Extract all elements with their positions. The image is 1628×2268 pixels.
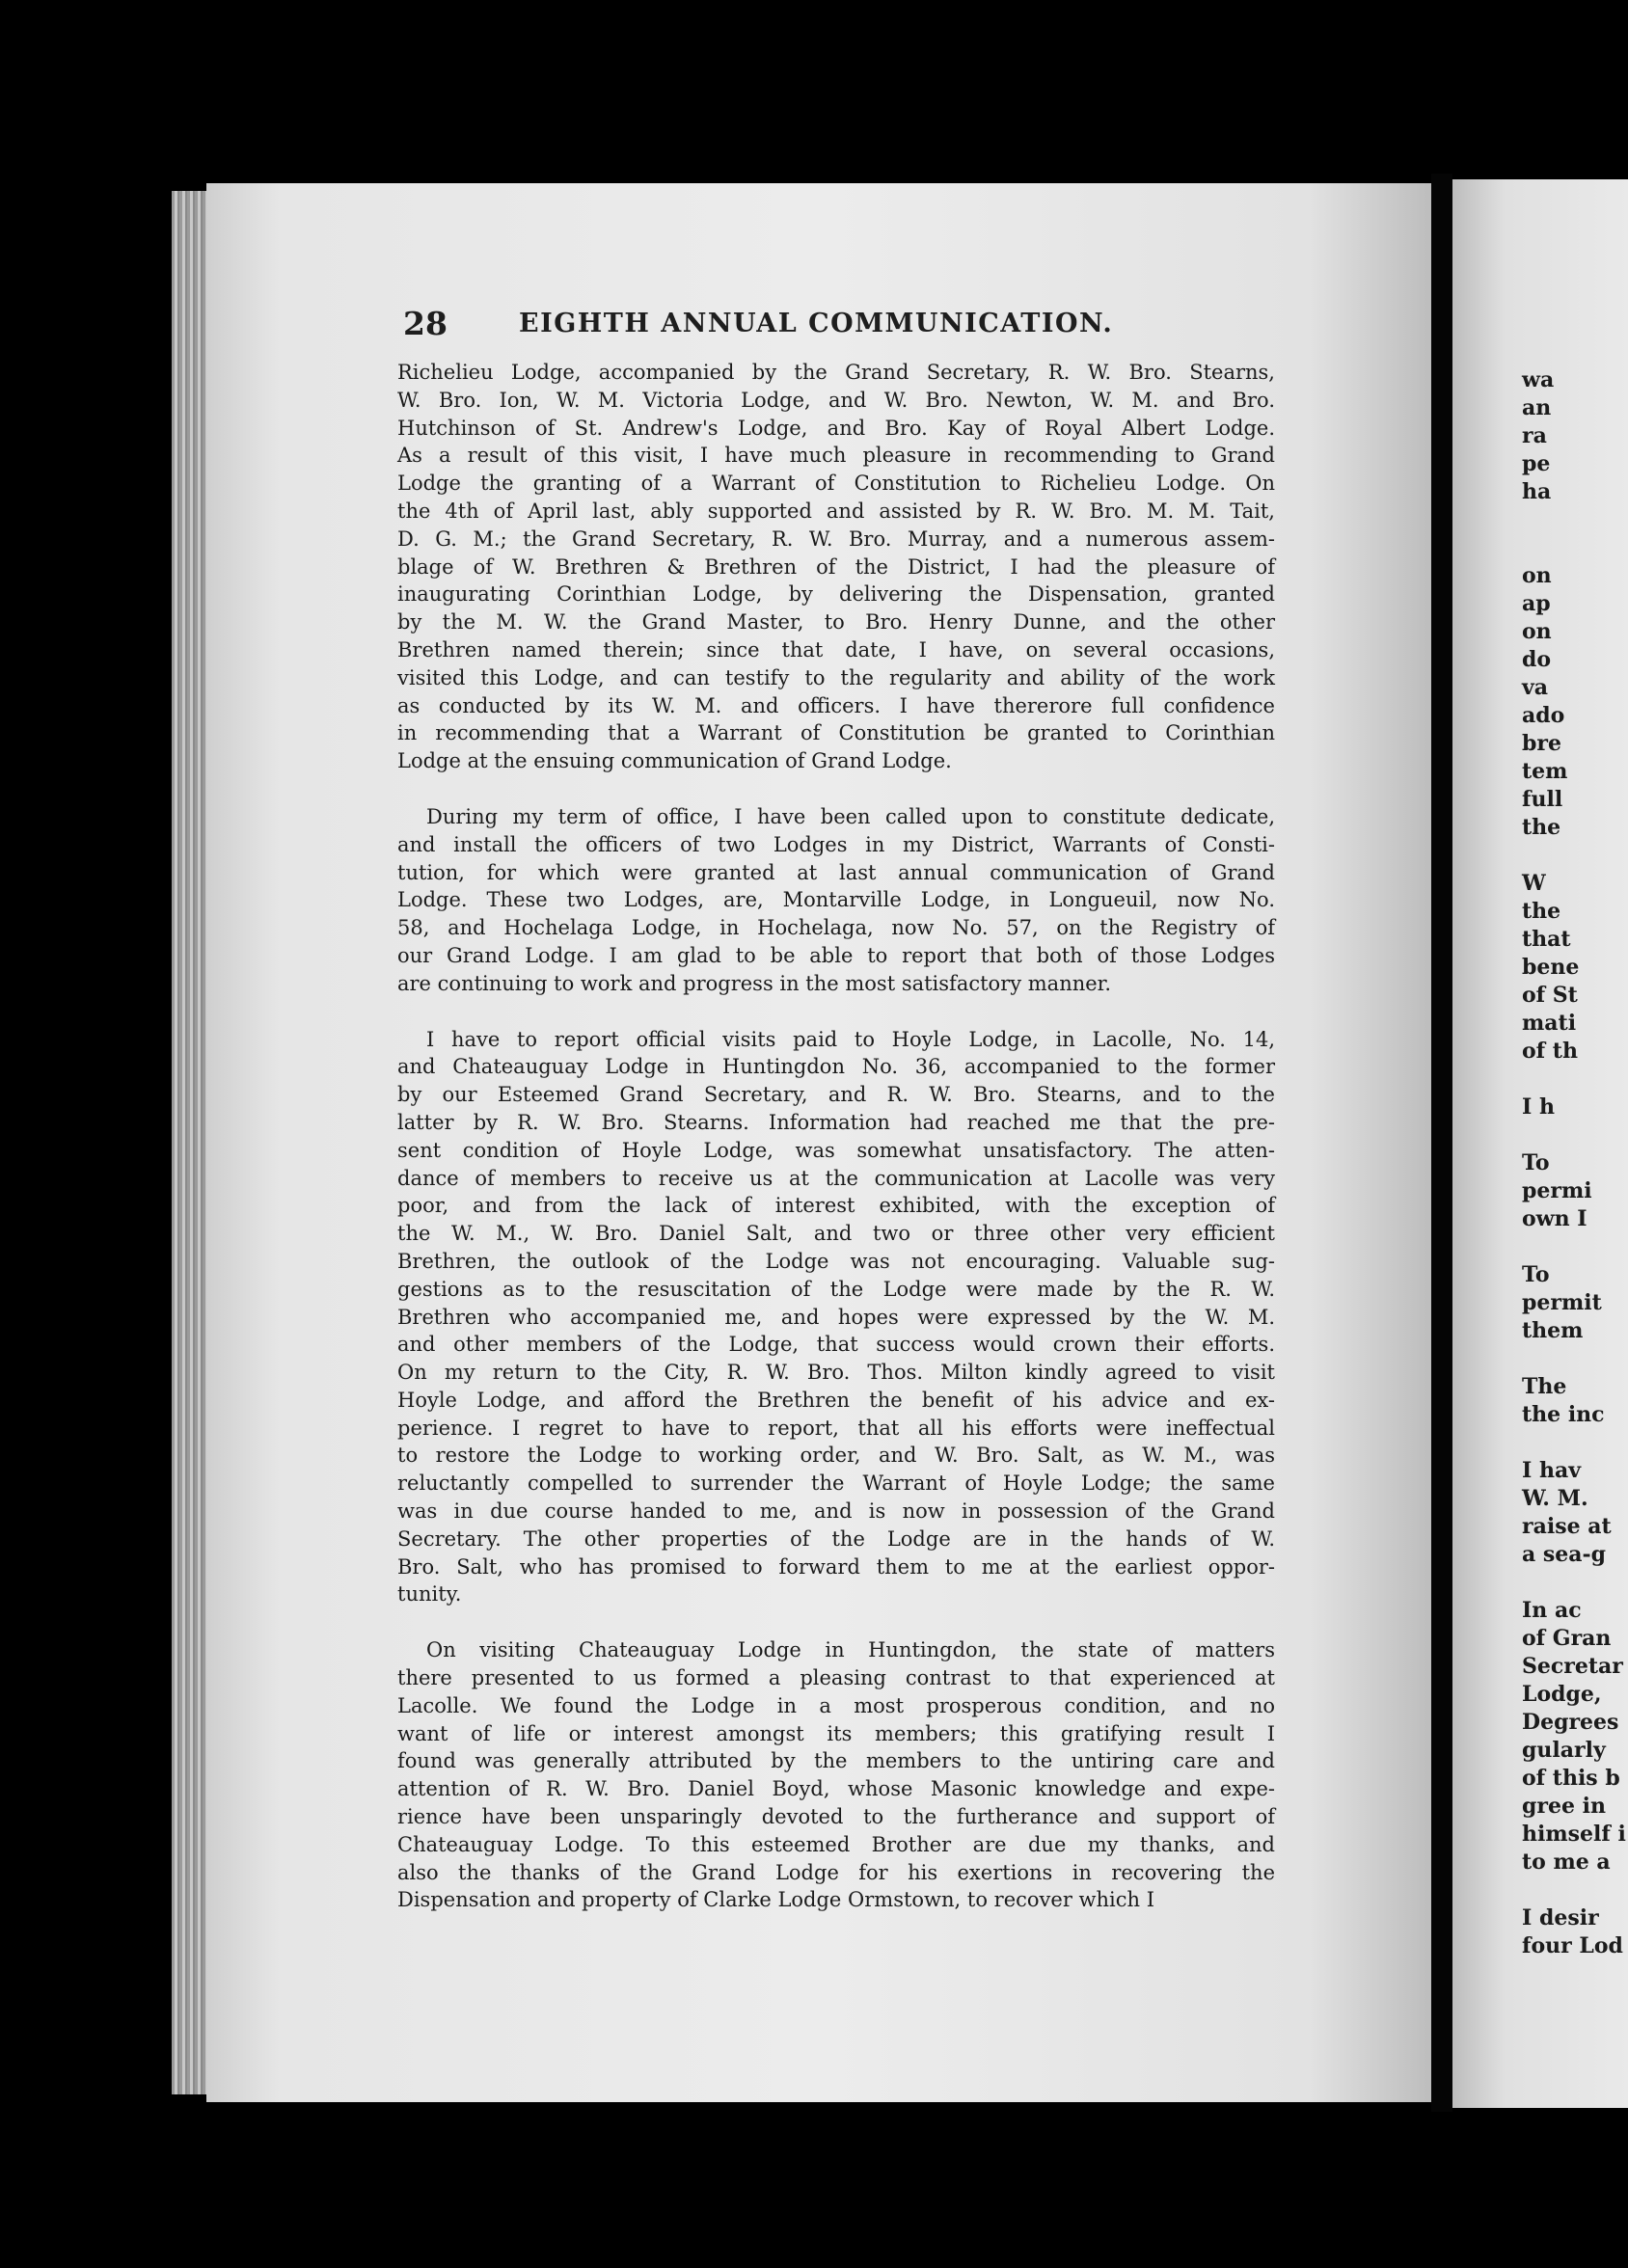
running-title: EIGHTH ANNUAL COMMUNICATION. [519,309,1114,338]
text-line: Brethren named therein; since that date, I have, on several occasions, [397,637,1275,662]
right-page-fragment: mati [1522,1011,1577,1036]
paragraph [397,803,1275,998]
text-line: as conducted by its W. M. and officers. I have thererore full confidence [397,693,1275,717]
right-page-fragment: do [1522,647,1552,672]
right-page-fragment: of this b [1522,1766,1620,1791]
text-line: and install the officers of two Lodges in my District, Warrants of Consti- [397,832,1275,856]
right-page-fragment: on [1522,563,1552,588]
right-page-fragment: In ac [1522,1598,1582,1623]
right-page-fragment: bene [1522,955,1580,980]
right-page-fragment [1522,1121,1628,1149]
text-line: and Chateauguay Lodge in Huntingdon No. 36, accompanied to the former [397,1055,1275,1079]
right-page-fragment: Degrees [1522,1710,1619,1735]
text-line: Brethren, the outlook of the Lodge was not encouraging. Valuable sug- [397,1249,1275,1273]
text-line: As a result of this visit, I have much pleasure in recommending to Grand [397,444,1275,468]
right-page-fragment: W [1522,871,1546,896]
text-line: attention of R. W. Bro. Daniel Boyd, whose Masonic knowledge and expe- [397,1777,1275,1801]
right-page-fragment [1522,534,1628,562]
right-page-fragment [1522,1066,1628,1094]
text-line: blage of W. Brethren & Brethren of the District, I had the pleasure of [397,554,1275,579]
right-page-fragment: full [1522,787,1563,812]
right-page-fragment: Secretar [1522,1654,1623,1679]
text-line: by our Esteemed Grand Secretary, and R. W. Bro. Stearns, and to the [397,1083,1275,1107]
text-line: Lodge. These two Lodges, are, Montarville Lodge, in Longueuil, now No. [397,888,1275,912]
text-line: was in due course handed to me, and is now in possession of the Grand [397,1499,1275,1524]
text-line: Lodge at the ensuing communication of Grand Lodge. [397,749,952,773]
text-line: inaugurating Corinthian Lodge, by delivering the Dispensation, granted [397,582,1275,607]
text-line: our Grand Lodge. I am glad to be able to report that both of those Lodges [397,943,1275,967]
text-line: Hutchinson of St. Andrew's Lodge, and Bro. Kay of Royal Albert Lodge. [397,416,1275,440]
text-line: there presented to us formed a pleasing contrast to that experienced at [397,1666,1275,1690]
text-line: found was generally attributed by the members to the untiring care and [397,1749,1275,1773]
page-header [403,305,1271,343]
right-page-fragment: wa [1522,367,1555,392]
right-page-fragment [1522,1569,1628,1597]
right-page-fragment: of th [1522,1039,1578,1064]
right-page-fragment: the inc [1522,1402,1605,1427]
text-line: latter by R. W. Bro. Stearns. Information had reached me that the pre- [397,1110,1275,1134]
right-page-fragment: raise at [1522,1514,1612,1539]
right-page-fragment: four Lod [1522,1933,1623,1958]
right-page-fragment: of Gran [1522,1626,1612,1651]
text-line: the 4th of April last, ably supported and assisted by R. W. Bro. M. M. Tait, [397,499,1275,523]
text-line: I have to report official visits paid to Hoyle Lodge, in Lacolle, No. 14, [426,1027,1275,1051]
text-line: to restore the Lodge to working order, and W. Bro. Salt, as W. M., was [397,1444,1275,1468]
right-page-fragment [1522,1876,1628,1904]
text-line: reluctantly compelled to surrender the Warrant of Hoyle Lodge; the same [397,1472,1275,1496]
right-page-fragment: I h [1522,1094,1555,1120]
text-line: tunity. [397,1582,462,1606]
text-line: tution, for which were granted at last annual communication of Grand [397,860,1275,884]
right-page-fragment: ado [1522,703,1565,728]
right-page-fragment: permit [1522,1290,1602,1315]
text-line: also the thanks of the Grand Lodge for his exertions in recovering the [397,1860,1275,1884]
text-line: the W. M., W. Bro. Daniel Salt, and two or three other very efficient [397,1222,1275,1246]
right-page-fragment [1522,1233,1628,1261]
right-page-fragment: the [1522,815,1561,840]
right-page-fragment: on [1522,619,1552,644]
text-line: Lodge the granting of a Warrant of Constitution to Richelieu Lodge. On [397,472,1275,496]
right-page-fragment: own I [1522,1206,1587,1231]
right-page-fragment: a sea-g [1522,1542,1607,1567]
right-page-fragment [1522,1429,1628,1457]
body-text [397,359,1275,1942]
right-page-fragment: them [1522,1318,1584,1343]
text-line: gestions as to the resuscitation of the Lodge were made by the R. W. [397,1277,1275,1301]
right-page-fragment: I desir [1522,1905,1599,1930]
right-page-fragment [1522,506,1628,534]
text-line: D. G. M.; the Grand Secretary, R. W. Bro. Murray, and a numerous assem- [397,526,1275,551]
text-line: W. Bro. Ion, W. M. Victoria Lodge, and W. Bro. Newton, W. M. and Bro. [397,388,1275,412]
right-page-fragment: to me a [1522,1850,1611,1875]
text-line: Richelieu Lodge, accompanied by the Grand Secretary, R. W. Bro. Stearns, [397,361,1275,384]
right-page-fragment: ra [1522,423,1547,448]
text-line: visited this Lodge, and can testify to the regularity and ability of the work [397,665,1275,689]
text-line: and other members of the Lodge, that success would crown their efforts. [397,1333,1275,1357]
text-line: want of life or interest amongst its members; this gratifying result I [397,1721,1275,1745]
text-line: On visiting Chateauguay Lodge in Huntingdon, the state of matters [426,1638,1275,1662]
right-page-fragment: himself i [1522,1822,1626,1847]
right-page-fragment: To [1522,1150,1550,1175]
text-line: On my return to the City, R. W. Bro. Thos. Milton kindly agreed to visit [397,1361,1275,1385]
text-line: are continuing to work and progress in the most satisfactory manner. [397,971,1112,995]
text-line: Chateauguay Lodge. To this esteemed Brother are due my thanks, and [397,1832,1275,1856]
right-page-fragment: that [1522,927,1571,952]
page-number: 28 [403,305,448,342]
right-page-fragment: bre [1522,731,1561,756]
right-page-fragment: I hav [1522,1458,1581,1483]
text-line: Brethren who accompanied me, and hopes were expressed by the W. M. [397,1305,1275,1329]
text-line: poor, and from the lack of interest exhibited, with the exception of [397,1194,1275,1218]
right-page-fragment: of St [1522,983,1578,1008]
text-line: by the M. W. the Grand Master, to Bro. Henry Dunne, and the other [397,610,1275,634]
right-page-fragment: ap [1522,591,1551,616]
text-line: 58, and Hochelaga Lodge, in Hochelaga, now No. 57, on the Registry of [397,916,1275,940]
right-page-fragment: gularly [1522,1738,1606,1763]
right-page-fragment: pe [1522,451,1551,476]
right-page-fragment: the [1522,899,1561,924]
right-page-fragment: The [1522,1374,1567,1399]
text-line: sent condition of Hoyle Lodge, was somewhat unsatisfactory. The atten- [397,1138,1275,1162]
text-line: During my term of office, I have been called upon to constitute dedicate, [426,804,1275,828]
right-page-fragment: Lodge, [1522,1682,1602,1707]
text-line: in recommending that a Warrant of Constitution be granted to Corinthian [397,721,1275,745]
right-page-fragment: permi [1522,1178,1592,1203]
paragraph [397,1636,1275,1914]
text-line: Lacolle. We found the Lodge in a most prosperous condition, and no [397,1693,1275,1717]
right-page-fragment: W. M. [1522,1486,1588,1511]
right-page-fragment: To [1522,1262,1550,1287]
paragraph [397,359,1275,775]
right-page-fragment [1522,842,1628,870]
text-line: Bro. Salt, who has promised to forward them to me at the earliest oppor- [397,1554,1275,1579]
right-page-text [1522,366,1628,1960]
right-page-fragment [1522,1345,1628,1373]
text-line: dance of members to receive us at the communication at Lacolle was very [397,1166,1275,1190]
paragraph [397,1026,1275,1609]
text-line: Secretary. The other properties of the Lodge are in the hands of W. [397,1526,1275,1551]
right-page-fragment: tem [1522,759,1568,784]
right-page-fragment: gree in [1522,1794,1606,1819]
text-line: Dispensation and property of Clarke Lodge Ormstown, to recover which I [397,1888,1155,1912]
right-page-fragment: ha [1522,479,1552,504]
right-page-fragment: va [1522,675,1549,700]
text-line: rience have been unsparingly devoted to the furtherance and support of [397,1805,1275,1829]
text-line: perience. I regret to have to report, that all his efforts were ineffectual [397,1416,1275,1440]
text-line: Hoyle Lodge, and afford the Brethren the benefit of his advice and ex- [397,1388,1275,1412]
book-gutter [1431,174,1452,2112]
right-page-fragment: an [1522,395,1552,420]
page-edge-stack [172,191,210,2094]
